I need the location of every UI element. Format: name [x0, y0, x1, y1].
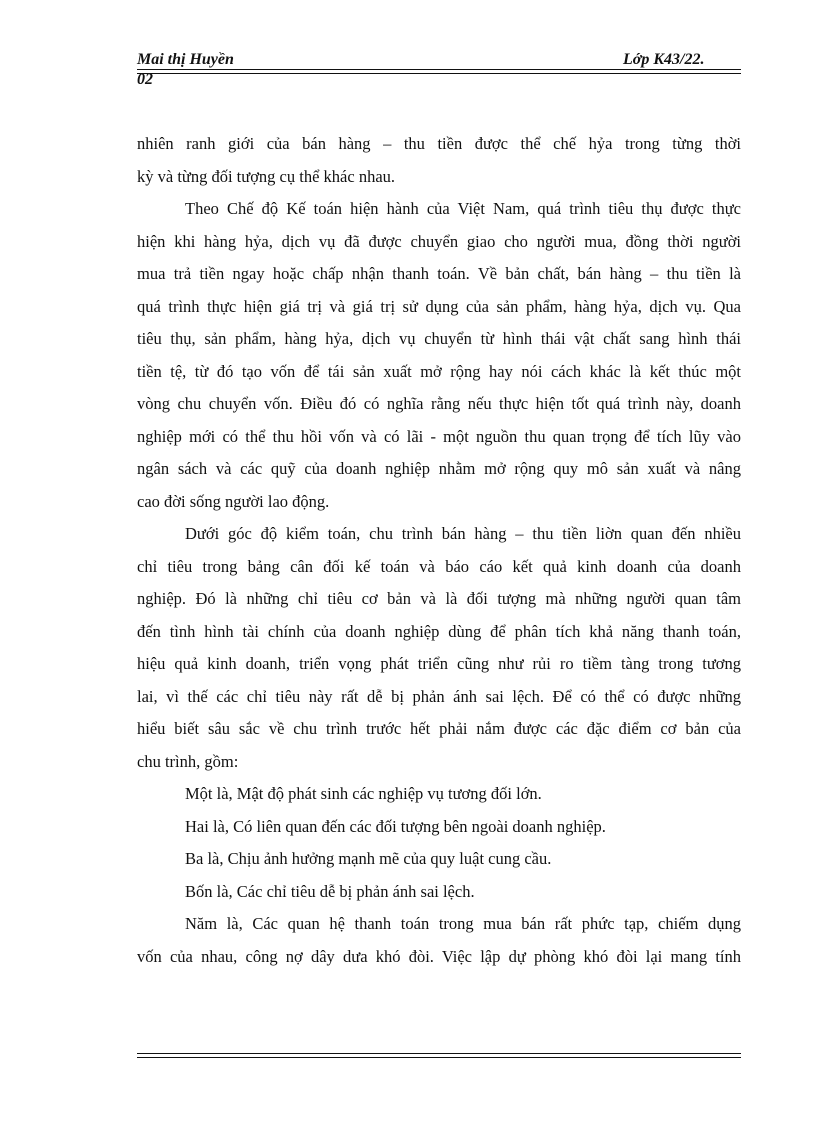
text-line: ngân sách và các quỹ của doanh nghiệp nhằm mở rộng quy mô sản xuất và nâng — [137, 459, 741, 478]
footer-rule — [137, 1053, 741, 1058]
text-line: nhiên ranh giới của bán hàng – thu tiền được thể chế hỷa trong từng thời — [137, 134, 741, 153]
text-line: vốn của nhau, công nợ dây dưa khó đòi. Việc lập dự phòng khó đòi lại mang tính — [137, 946, 741, 966]
text-line: Hai là, Có liên quan đến các đối tượng bên ngoài doanh nghiệp. — [185, 816, 606, 836]
text-line: mua trả tiền ngay hoặc chấp nhận thanh toán. Về bản chất, bán hàng – thu tiền là — [137, 264, 741, 283]
text-line: cao đời sống người lao động. — [137, 491, 330, 511]
text-line: chỉ tiêu trong bảng cân đối kế toán và báo cáo kết quả kinh doanh của doanh — [137, 556, 741, 576]
text-line: Bốn là, Các chỉ tiêu dễ bị phản ánh sai lệch. — [185, 881, 475, 901]
text-line: Dưới góc độ kiểm toán, chu trình bán hàng – thu tiền liờn quan đến nhiều — [185, 524, 741, 543]
header-author-name: Mai thị Huyền — [137, 51, 234, 68]
header-class: Lớp K43/22. — [623, 51, 705, 68]
header-rule — [137, 69, 741, 74]
text-line: Theo Chế độ Kế toán hiện hành của Việt Nam, quá trình tiêu thụ được thực — [185, 199, 741, 218]
text-line: chu trình, gồm: — [137, 751, 239, 771]
text-line: Ba là, Chịu ảnh hưởng mạnh mẽ của quy luật cung cầu. — [185, 849, 552, 868]
text-line: lai, vì thế các chỉ tiêu này rất dễ bị phản ánh sai lệch. Để có thể có được những — [137, 686, 741, 706]
text-line: kỳ và từng đối tượng cụ thể khác nhau. — [137, 166, 396, 186]
text-line: Năm là, Các quan hệ thanh toán trong mua bán rất phức tạp, chiếm dụng — [185, 914, 741, 933]
text-line: nghiệp. Đó là những chỉ tiêu cơ bản và là đối tượng mà những người quan tâm — [137, 589, 741, 608]
text-line: nghiệp mới có thể thu hồi vốn và có lãi - một nguồn thu quan trọng để tích lũy vào — [137, 426, 741, 446]
text-line: hiện khi hàng hỷa, dịch vụ đã được chuyển giao cho người mua, đồng thời người — [137, 231, 741, 251]
text-line: Một là, Mật độ phát sinh các nghiệp vụ tương đối lớn. — [185, 784, 542, 803]
text-line: đến tình hình tài chính của doanh nghiệp dùng để phân tích khả năng thanh toán, — [137, 621, 741, 641]
text-line: hiểu biết sâu sắc về chu trình trước hết phải nắm được các đặc điểm cơ bản của — [137, 719, 741, 738]
text-line: tiền tệ, từ đó tạo vốn để tái sản xuất mở rộng hay nói cách khác là kết thúc một — [137, 361, 741, 381]
body-text — [137, 128, 741, 973]
text-line: vòng chu chuyển vốn. Điều đó có nghĩa rằng nếu thực hiện tốt quá trình này, doanh — [137, 394, 741, 413]
header-author-cont: 02 — [137, 71, 153, 88]
text-line: tiêu thụ, sản phẩm, hàng hỷa, dịch vụ chuyển từ hình thái vật chất sang hình thái — [137, 329, 741, 348]
text-line: quá trình thực hiện giá trị và giá trị sử dụng của sản phẩm, hàng hỷa, dịch vụ. Qua — [137, 296, 741, 316]
text-line: hiệu quả kinh doanh, triển vọng phát triển cũng như rủi ro tiềm tàng trong tương — [137, 654, 741, 673]
